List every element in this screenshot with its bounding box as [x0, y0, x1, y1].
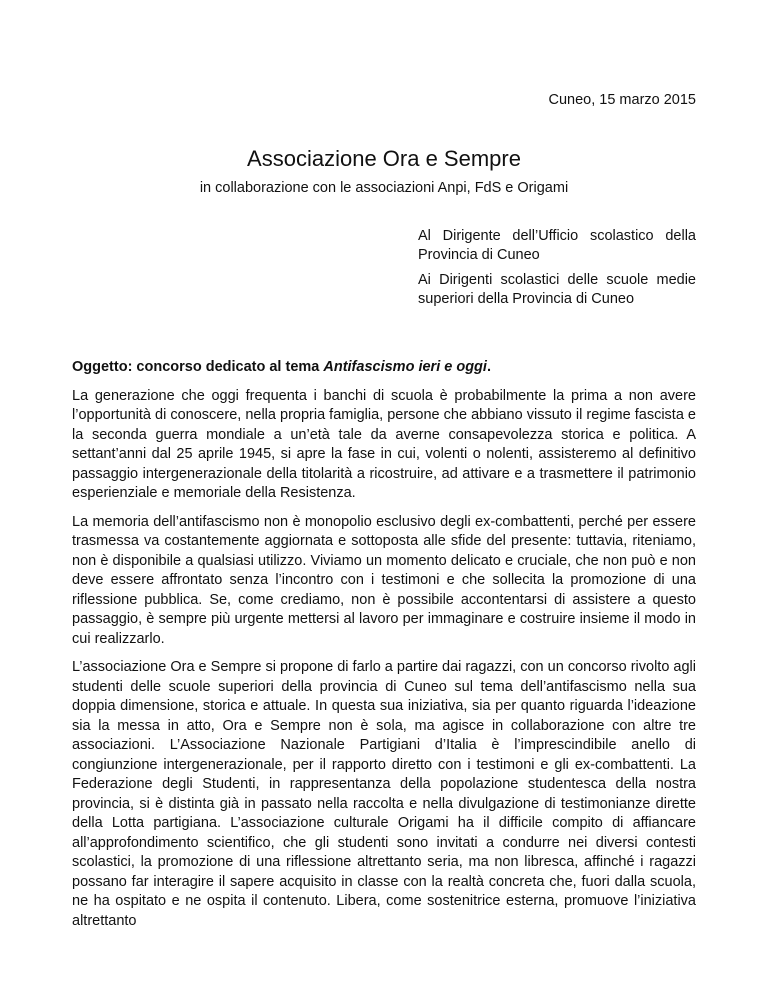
letter-body [72, 358, 696, 940]
recipient-2: Ai Dirigenti scolastici delle scuole medie superiori della Provincia di Cuneo [418, 272, 696, 307]
recipients-block [418, 227, 696, 315]
subject-theme: Antifascismo ieri e oggi [323, 359, 487, 375]
paragraph-2: La memoria dell’antifascismo non è monopolio esclusivo degli ex-combattenti, perché per essere trasmessa va costantemente aggiornata e sottoposta alle sfide del presente: tuttavia, riteniamo, non è disponibile a qualsiasi utilizzo. Viviamo un momento delicato e cruciale, che non può e non deve essere affrontato senza l’incontro con i testimoni e che sollecita la promozione di una riflessione pubblica. Se, come crediamo, non è possibile accontentarsi di assistere a questo passaggio, è sempre più urgente mettersi al lavoro per immaginare e costruire insieme il modo in cui realizzarlo. [72, 513, 696, 647]
subject-line [72, 358, 696, 378]
recipient-1: Al Dirigente dell’Ufficio scolastico della Provincia di Cuneo [418, 228, 696, 263]
letter-date: Cuneo, 15 marzo 2015 [548, 92, 696, 108]
letter-subtitle: in collaborazione con le associazioni Anpi, FdS e Origami [199, 180, 569, 196]
letter-title: Associazione Ora e Sempre [247, 146, 521, 171]
paragraph-3: L’associazione Ora e Sempre si propone di farlo a partire dai ragazzi, con un concorso rivolto agli studenti delle scuole superiori della provincia di Cuneo sul tema dell’antifascismo nella sua doppia dimensione, storica e attuale. In questa sua iniziativa, sia per quanto riguarda l’ideazione sia la messa in atto, Ora e Sempre non è sola, ma agisce in collaborazione con altre tre associazioni. L’Associazione Nazionale Partigiani d’Italia è l’imprescindibile anello di congiunzione intergenerazionale, per il rapporto diretto con i testimoni e gli ex-combattenti. La Federazione degli Studenti, in rappresentanza della popolazione studentesca della nostra provincia, si è distinta già in passato nella raccolta e nella divulgazione di testimonianze dirette della Lotta partigiana. L’associazione culturale Origami ha il difficile compito di affiancare all’approfondimento scientifico, che gli studenti sono invitati a condurre nei diversi contesti scolastici, la promozione di una riflessione altrettanto seria, ma non libresca, affinché i ragazzi possano far interagire il sapere acquisito in classe con la realtà concreta che, fuori dalla scuola, ne ha ospitato e ne ospita il contenuto. Libera, come sostenitrice esterna, promuove l’iniziativa altrettanto [72, 659, 696, 929]
subject-suffix: . [486, 359, 491, 375]
subject-prefix: Oggetto: concorso dedicato al tema [72, 359, 324, 375]
paragraph-1: La generazione che oggi frequenta i banchi di scuola è probabilmente la prima a non avere l’opportunità di conoscere, nella propria famiglia, persone che abbiano vissuto il regime fascista e la seconda guerra mondiale a un’età tale da averne consapevolezza storica e politica. A settant’anni dal 25 aprile 1945, si apre la fase in cui, volenti o nolenti, assisteremo al definitivo passaggio intergenerazionale della titolarità a ricostruire, ad attivare e a trasmettere il patrimonio esperienziale e memoriale della Resistenza. [72, 387, 696, 501]
